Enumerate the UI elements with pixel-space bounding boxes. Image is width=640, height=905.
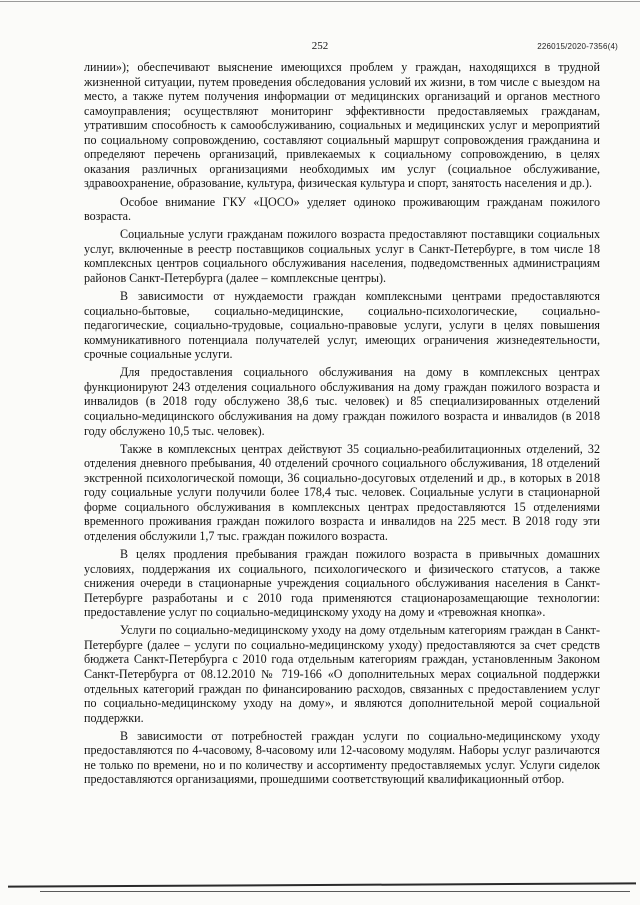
paragraph-7: В целях продления пребывания граждан пожилого возраста в привычных домашних условиях, поддержания их социального, психологического и физического статусов, а также снижения очереди в стационарные учреждения социального обслуживания населения в Санкт-Петербурге разработаны и с 2010 года применяются стационарозамещающие технологии: предоставление услуг по социально-медицинскому уходу на дому и «тревожная кнопка». (84, 547, 600, 620)
paragraph-9: В зависимости от потребностей граждан услуги по социально-медицинскому уходу предоставляются по 4-часовому, 8-часовому или 12-часовому модулям. Наборы услуг различаются не только по времени, но и по количеству и ассортименту предоставляемых услуг. Услуги сиделок предоставляются организациями, прошедшими соответствующий квалификационный отбор. (84, 728, 600, 787)
bottom-rule-secondary (40, 891, 630, 892)
paragraph-6: Также в комплексных центрах действуют 35 социально-реабилитационных отделений, 32 отделения дневного пребывания, 40 отделений срочного социального обслуживания, 18 отделений экстренной психологической помощи, 36 социально-досуговых отделений и др., в которых в 2018 году социальные услуги получили более 178,4 тыс. человек. Социальные услуги в стационарной форме социального обслуживания в комплексных центрах предоставляются 15 отделениями временного проживания граждан пожилого возраста и инвалидов на 225 мест. В 2018 году эти отделения обслужили 1,7 тыс. граждан пожилого возраста. (84, 441, 600, 543)
paragraph-5: Для предоставления социального обслуживания на дому в комплексных центрах функционируют 243 отделения социального обслуживания на дому граждан пожилого возраста и инвалидов (в 2018 году обслужено 38,6 тыс. человек) и 85 специализированных отделений социально-медицинского обслуживания на дому граждан пожилого возраста и инвалидов (в 2018 году обслужено 10,5 тыс. человек). (84, 365, 600, 438)
paragraph-2: Особое внимание ГКУ «ЦОСО» уделяет одиноко проживающим гражданам пожилого возраста. (84, 194, 600, 224)
top-scan-line (0, 1, 640, 2)
page-number: 252 (311, 40, 329, 52)
paragraph-3: Социальные услуги гражданам пожилого возраста предоставляют поставщики социальных услуг, включенные в реестр поставщиков социальных услуг в Санкт-Петербурге, в том числе 18 комплексных центров социального обслуживания населения, подведомственных администрациям районов Санкт-Петербурга (далее – комплексные центры). (84, 227, 600, 285)
paragraph-1: линии»); обеспечивают выяснение имеющихся проблем у граждан, находящихся в трудной жизненной ситуации, путем проведения обследования условий их жизни, в том числе с выездом на место, а также путем получения информации от медицинских организаций и органов местного самоуправления; осуществляют мониторинг эффективности предоставляемых гражданам, утратившим способность к самообслуживанию, социальных и медицинских услуг и мероприятий по социальному сопровождению, составляют социальный маршрут сопровождения гражданина и определяют перечень организаций, привлекаемых к социальному сопровождению, в целях оказания различных организациями необходимых им услуг (социальное обслуживание, здравоохранение, образование, культура, физическая культура и спорт, занятость населения и др.). (84, 60, 600, 191)
document-body (84, 60, 600, 791)
bottom-rule (8, 882, 636, 887)
paragraph-8: Услуги по социально-медицинскому уходу на дому отдельным категориям граждан в Санкт-Петербурге (далее – услуги по социально-медицинскому уходу) предоставляются за счет средств бюджета Санкт-Петербурга с 2010 года отдельным категориям граждан, установленным Законом Санкт-Петербурга от 08.12.2010 № 719-166 «О дополнительных мерах социальной поддержки отдельных категорий граждан по финансированию расходов, связанных с предоставлением услуг по социально-медицинскому уходу на дому», и являются дополнительной мерой социальной поддержки. (84, 623, 600, 725)
paragraph-4: В зависимости от нуждаемости граждан комплексными центрами предоставляются социально-бытовые, социально-медицинские, социально-психологические, социально-педагогические, социально-трудовые, социально-правовые услуги, услуги в целях повышения коммуникативного потенциала получателей услуг, имеющих ограничения жизнедеятельности, срочные социальные услуги. (84, 288, 600, 362)
document-number: 226015/2020-7356(4) (537, 42, 618, 51)
